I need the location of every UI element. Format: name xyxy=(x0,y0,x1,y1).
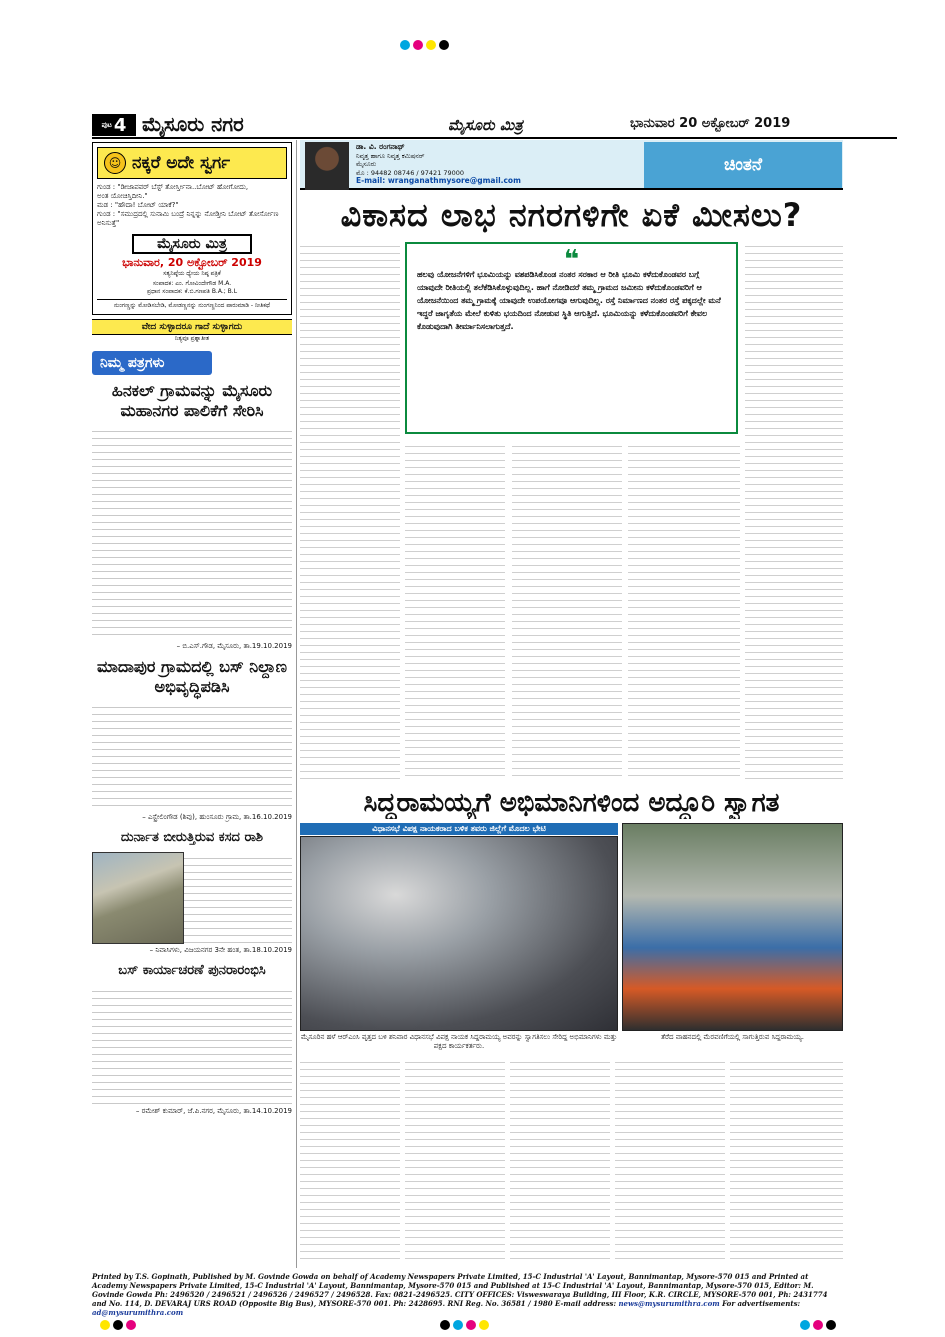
author-info xyxy=(356,143,521,186)
magenta-mark xyxy=(126,1320,136,1330)
article-column xyxy=(405,440,505,780)
photo-caption-left: ಮೈಸೂರಿನ ಹಳೆ ಆರ್‌ಎಂಸಿ ವೃತ್ತದ ಬಳಿ ಶನಿವಾರ ವಿಧಾನಸಭೆ ವಿಪಕ್ಷ ನಾಯಕ ಸಿದ್ದರಾಮಯ್ಯ ಅವರನ್ನು ಸ್ವಾಗತಿಸಲು ಸೇರಿದ್ದ ಅಭಿಮಾನಿಗಳು ಮತ್ತು ಪಕ್ಷದ ಕಾರ್ಯಕರ್ತರು. xyxy=(300,1033,618,1050)
letter-with-photo xyxy=(92,852,292,944)
article-column xyxy=(615,1056,725,1261)
letter-headline: ಮಾದಾಪುರ ಗ್ರಾಮದಲ್ಲಿ ಬಸ್ ನಿಲ್ದಾಣ ಅಭಿವೃದ್ಧಿಪಡಿಸಿ xyxy=(97,657,287,696)
black-mark xyxy=(440,1320,450,1330)
author-name: ಡಾ. ವಿ. ರಂಗನಾಥ್ xyxy=(356,142,405,151)
garbage-pile-photo xyxy=(92,852,184,944)
yellow-mark xyxy=(479,1320,489,1330)
masthead-logo: ಮೈಸೂರು ಮಿತ್ರ xyxy=(132,234,252,254)
letters-section-title: ನಿಮ್ಮ ಪತ್ರಗಳು xyxy=(92,351,212,375)
photo-subheading: ವಿಧಾನಸಭೆ ವಿಪಕ್ಷ ನಾಯಕರಾದ ಬಳಿಕ ತವರು ಜಿಲ್ಲೆಗೆ ಮೊದಲ ಭೇಟಿ xyxy=(300,823,618,835)
letter-signature: – ನಿವಾಸಿಗಳು, ವಿಜಯನಗರ 3ನೇ ಹಂತ, ತಾ.18.10.2019 xyxy=(149,946,292,954)
black-mark xyxy=(113,1320,123,1330)
masthead-date: ಭಾನುವಾರ, 20 ಅಕ್ಟೋಬರ್ 2019 xyxy=(122,256,262,269)
pull-quote-text: ಹಲವು ಯೋಜನೆಗಳಿಗೆ ಭೂಮಿಯನ್ನು ವಶಪಡಿಸಿಕೊಂಡ ನಂತರ ಸರಕಾರ ಆ ರೀತಿ ಭೂಮಿ ಕಳೆದುಕೊಂಡವರ ಬಗ್ಗೆ ಯಾವುದೇ ರೀತಿಯಲ್ಲಿ ತಲೆಕೆಡಿಸಿಕೊಳ್ಳುವುದಿಲ್ಲ. ಹಾಗೆ ನೋಡಿದರೆ ತಮ್ಮ ಗ್ರಾಮದ ಜಮೀನು ಕಳೆದುಕೊಂಡವರಿಗೆ ಆ ಯೋಜನೆಯಿಂದ ತಮ್ಮ ಗ್ರಾಮಕ್ಕೆ ಯಾವುದೇ ಉಪಯೋಗವೂ ಆಗುವುದಿಲ್ಲ. ರಸ್ತೆ ನಿರ್ಮಾಣದ ನಂತರ ರಸ್ತೆ ಪಕ್ಕದಲ್ಲೇ ಮನೆ ಇದ್ದರೆ ಜಾಗೃತೆಯ ಮೇಲೆ ಕುಳಿತು ಭಯದಿಂದ ನೋಡುವ ಸ್ಥಿತಿ ಆಗುತ್ತಿದೆ. ಭೂಮಿಯನ್ನು ಕಳೆದುಕೊಂಡವರಿಗೆ ಕೇವಲ ಕೊಡುವುದಾಗಿ ತೀರ್ಮಾನಿಸಲಾಗುತ್ತದೆ. xyxy=(417,270,721,331)
section-title: ಮೈಸೂರು ನಗರ xyxy=(142,112,244,136)
article-column xyxy=(730,1056,843,1261)
main-headline: ವಿಕಾಸದ ಲಾಭ ನಗರಗಳಿಗೇ ಏಕೆ ಮೀಸಲು? xyxy=(340,196,803,234)
yellow-mark xyxy=(426,40,436,50)
author-role: ನಿವೃತ್ತ ಹಾಗೂ ನಿವೃತ್ತ ಕಮಿಷನರ್ xyxy=(356,151,425,160)
procession-photo xyxy=(622,823,843,1031)
article-column xyxy=(510,1056,610,1261)
black-mark xyxy=(439,40,449,50)
article-column xyxy=(512,440,622,780)
registration-marks-bottom xyxy=(100,1320,139,1330)
joke-text: ಗುಂಡ : "ಡೀಜಾಪವರ್ ಬೆಸ್ಟ್ ತೋರ್ಸ್ತೀನಾ..ಬೋಟ್ ಹೋಗೋದು, ಅಂತ ಯೋಚಿಸ್ತಿದೀನಿ." ಮಡ : "ಹೌದಾ! ಬೋಟ್ ಯಾಕೆ?" ಗುಂಡ : "ಸಮುದ್ರದಲ್ಲಿ ಸುನಾಮಿ ಬಂದ್ರೆ ನಿನ್ನನ್ನು ನೋಡ್ತೀನಿ ಬೋಟ್ ತೋರ್ಸೋಣ ಅನಿಸುತ್ತೆ" xyxy=(97,183,279,227)
black-mark xyxy=(826,1320,836,1330)
column-divider xyxy=(296,140,297,1268)
author-photo xyxy=(305,142,349,190)
photo-caption-right: ತೆರೆದ ವಾಹನದಲ್ಲಿ ಮೆರವಣಿಗೆಯಲ್ಲಿ ಸಾಗುತ್ತಿರುವ ಸಿದ್ದರಾಮಯ್ಯ. xyxy=(661,1033,804,1041)
letter-signature: – ಬಿ.ಎಸ್.ಗೌಡ, ಮೈಸೂರು, ತಾ.19.10.2019 xyxy=(176,642,292,650)
letter-headline: ಹಿನಕಲ್ ಗ್ರಾಮವನ್ನು ಮೈಸೂರು ಮಹಾನಗರ ಪಾಲಿಕೆಗೆ ಸೇರಿಸಿ xyxy=(111,381,273,420)
masthead-tagline: ಸತ್ಯನಿಷ್ಠೆಯ ಧ್ಯೇಯ ನಿಷ್ಠ ಪತ್ರಿಕೆ xyxy=(163,270,221,277)
ads-email-link[interactable]: ad@mysurumithra.com xyxy=(92,1308,184,1317)
yellow-mark xyxy=(100,1320,110,1330)
editor-line: ಸಂಪಾದಕ: ಎಂ. ಗೋವಿಂದೇಗೌಡ M.A. xyxy=(152,280,232,287)
registration-marks-top xyxy=(400,40,452,50)
proverb-strip: ವೇದ ಸುಳ್ಳಾದರೂ ಗಾದೆ ಸುಳ್ಳಾಗದು xyxy=(92,319,292,335)
magenta-mark xyxy=(466,1320,476,1330)
registration-marks-bottom xyxy=(440,1320,492,1330)
author-phone: ಮೊ : 94482 08746 / 97421 79000 xyxy=(356,168,465,177)
pull-quote xyxy=(405,242,738,434)
author-email: E-mail: wranganathmysore@gmail.com xyxy=(356,176,521,185)
letter-body xyxy=(92,425,292,640)
magenta-mark xyxy=(413,40,423,50)
article-column xyxy=(300,240,400,780)
nakkare-box xyxy=(92,142,292,315)
column-label: ಚಿಂತನೆ xyxy=(644,142,842,188)
letter-headline: ದುರ್ನಾತ ಬೀರುತ್ತಿರುವ ಕಸದ ರಾಶಿ xyxy=(120,830,264,845)
magenta-mark xyxy=(813,1320,823,1330)
letter-signature: – ಎಸ್ಟ್ರೇಲಿಂಗೌಡ (ಶಿವು), ಹುಂಸೂರು ಗ್ರಾಮ, ತಾ.16.10.2019 xyxy=(142,813,292,821)
letter-signature: – ರಮೇಶ್ ಕುಮಾರ್, ಜೆ.ಪಿ.ನಗರ, ಮೈಸೂರು, ತಾ.14.10.2019 xyxy=(135,1107,292,1115)
letter-body xyxy=(92,985,292,1105)
imprint-footer: Printed by T.S. Gopinath, Published by M. Govinde Gowda on behalf of Academy Newspapers Private Limited, 15-C Industrial 'A' Layout, Bannimantap, Mysore-570 015 and Printed at Academy Newspapers Private Limited, 15-C Industrial 'A' Layout, Bannimantap, Mysore-570 015 and Published at 15-C Industrial 'A' Layout, Bannimantap, Mysore-570 015, Editor: M. Govinde Gowda Ph: 2496520 / 2496521 / 2496526 / 2496527 / 2496528. Fax: 0821-2496525. CITY OFFICES: Visweswaraya Building, III Floor, K.R. CIRCLE, MYSORE-570 001, Ph: 2431774 and No. 114, D. DEVARAJ URS ROAD (Opposite Big Bus), MYSORE-570 001. Ph: 2428695. RNI Reg. No. 36581 / 1980 E-mail address: news@mysurumithra.com For advertisements: ad@mysurumithra.com xyxy=(92,1272,828,1317)
article-column xyxy=(745,240,843,780)
laughing-face-icon: ☺ xyxy=(104,152,126,174)
left-column xyxy=(92,142,292,1270)
proverb-subtitle: ನಿತ್ಯವೂ ಪ್ರಶ್ನಾತೀತ xyxy=(174,335,210,342)
news-email-link[interactable]: news@mysurumithra.com xyxy=(618,1299,720,1308)
cyan-mark xyxy=(800,1320,810,1330)
page-number: ಪುಟ 4 xyxy=(92,114,136,136)
header-rule xyxy=(92,137,897,139)
letter-headline: ಬಸ್ ಕಾರ್ಯಾಚರಣೆ ಪುನರಾರಂಭಿಸಿ xyxy=(118,963,266,978)
publisher-line: ಪ್ರಧಾನ ಸಂಪಾದಕ: ಕೆ.ಬಿ.ಗಣಪತಿ B.A.; B.L xyxy=(146,288,238,295)
article-column xyxy=(300,1056,400,1261)
nakkare-title: ☺ ನಕ್ಕರೆ ಅದೇ ಸ್ವರ್ಗ xyxy=(97,147,287,179)
article-column xyxy=(405,1056,505,1261)
cyan-mark xyxy=(400,40,410,50)
registration-marks-bottom xyxy=(800,1320,839,1330)
second-headline: ಸಿದ್ದರಾಮಯ್ಯಗೆ ಅಭಿಮಾನಿಗಳಿಂದ ಅದ್ದೂರಿ ಸ್ವಾಗತ xyxy=(363,788,780,818)
article-column xyxy=(628,440,740,780)
author-city: ಮೈಸೂರು xyxy=(356,160,377,168)
crowd-photo xyxy=(300,836,618,1031)
cyan-mark xyxy=(453,1320,463,1330)
letter-body xyxy=(92,701,292,811)
quote-mark-icon: ❝ xyxy=(563,245,580,275)
paper-name: ಮೈಸೂರು ಮಿತ್ರ xyxy=(448,116,523,134)
quote-line: ನುಂಗಣ್ಣನ್ನು ಮೋಡಿಸಬೇಡಿ, ಮೋಡಣ್ಣನನ್ನು ನುಂಗಣ್ಣನಿಂದ ಪಾರುಮಾಡಿ - ನೀತಿಕಥೆ xyxy=(97,299,287,310)
dateline: ಭಾನುವಾರ 20 ಅಕ್ಟೋಬರ್ 2019 xyxy=(630,116,791,131)
